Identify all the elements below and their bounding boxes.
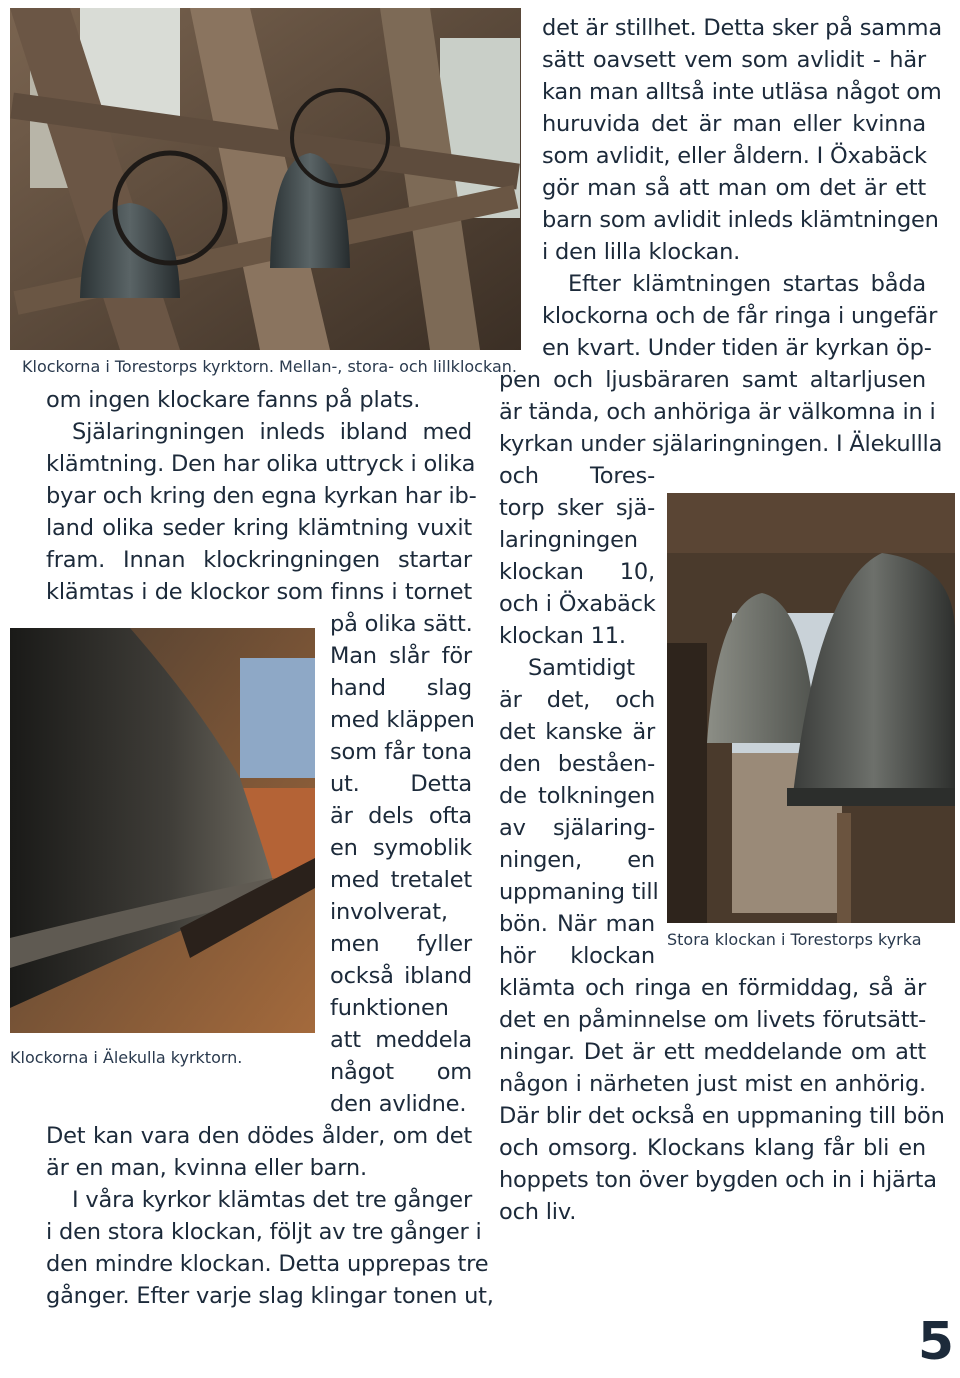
text-line: klämta och ringa en förmiddag, så är: [499, 975, 926, 1001]
photo-alekulla-bell: [10, 628, 315, 1033]
text-line: det kanske är: [499, 719, 655, 745]
text-line: pen och ljusbäraren samt altarljusen: [499, 367, 926, 393]
text-line: huruvida det är man eller kvinna: [542, 111, 926, 137]
text-line: är en man, kvinna eller barn.: [46, 1155, 367, 1181]
text-line: om ingen klockare fanns på plats.: [46, 387, 421, 413]
large-bell-image: [667, 493, 955, 923]
text-line: är tända, och anhöriga är välkomna in i: [499, 399, 936, 425]
text-line: den avlidne.: [330, 1091, 467, 1117]
text-line: ningen, en: [499, 847, 655, 873]
text-line: ut. Detta: [330, 771, 472, 797]
text-line: gör man så att man om det är ett: [542, 175, 926, 201]
text-line: torp sker sjä-: [499, 495, 655, 521]
text-line: någon i närheten just mist en anhörig.: [499, 1071, 926, 1097]
text-line: land olika seder kring klämtning vuxit: [46, 515, 472, 541]
bell-closeup-image: [10, 628, 315, 1033]
text-line: laringningen: [499, 527, 638, 553]
photo-caption-torestorp: Klockorna i Torestorps kyrktorn. Mellan-, stora- och lillklockan.: [22, 357, 517, 376]
text-line: gånger. Efter varje slag klingar tonen ut,: [46, 1283, 494, 1309]
text-line: en symoblik: [330, 835, 472, 861]
text-line: Samtidigt: [528, 655, 635, 681]
page-number: 5: [917, 1312, 954, 1372]
text-line: något om: [330, 1059, 472, 1085]
text-line: byar och kring den egna kyrkan har ib-: [46, 483, 477, 509]
text-line: kyrkan under själaringningen. I Älekullla: [499, 431, 943, 457]
text-line: sätt oavsett vem som avlidit - här: [542, 47, 926, 73]
text-line: bön. När man: [499, 911, 655, 937]
text-line: klämtas i de klockor som finns i tornet: [46, 579, 472, 605]
text-line: funktionen: [330, 995, 449, 1021]
text-line: det en påminnelse om livets förutsätt-: [499, 1007, 926, 1033]
text-line: och i Öxabäck: [499, 591, 656, 617]
text-line: och liv.: [499, 1199, 577, 1225]
text-line: de tolkningen: [499, 783, 655, 809]
photo-caption-stora-klockan: Stora klockan i Torestorps kyrka: [667, 930, 922, 949]
text-line: ningar. Det är ett meddelande om att: [499, 1039, 926, 1065]
text-line: det är stillhet. Detta sker på samma: [542, 15, 942, 41]
text-line: den beståen-: [499, 751, 655, 777]
text-line: en kvart. Under tiden är kyrkan öp-: [542, 335, 932, 361]
text-line: är dels ofta: [330, 803, 472, 829]
photo-stora-klockan: [667, 493, 955, 923]
text-line: I våra kyrkor klämtas det tre gånger: [72, 1187, 472, 1213]
text-line: hör klockan: [499, 943, 655, 969]
text-line: Det kan vara den dödes ålder, om det: [46, 1123, 472, 1149]
text-line: och omsorg. Klockans klang får bli en: [499, 1135, 926, 1161]
text-line: som avlidit, eller åldern. I Öxabäck: [542, 143, 927, 169]
text-line: med tretalet: [330, 867, 472, 893]
text-line: hoppets ton över bygden och in i hjärta: [499, 1167, 937, 1193]
text-line: i den stora klockan, följt av tre gånger i: [46, 1219, 482, 1245]
text-line: Efter klämtningen startas båda: [568, 271, 926, 297]
text-line: som får tona: [330, 739, 472, 765]
text-line: med kläppen: [330, 707, 475, 733]
text-line: klämtning. Den har olika uttryck i olika: [46, 451, 476, 477]
text-line: på olika sätt.: [330, 611, 473, 637]
belfry-beams-image: [10, 8, 521, 350]
text-line: och Tores-: [499, 463, 655, 489]
text-line: hand slag: [330, 675, 472, 701]
text-line: Där blir det också en uppmaning till bön: [499, 1103, 945, 1129]
photo-caption-alekulla: Klockorna i Älekulla kyrktorn.: [10, 1048, 243, 1067]
text-line: klockan 11.: [499, 623, 626, 649]
text-line: av själaring-: [499, 815, 655, 841]
photo-torestorp-belfry: [10, 8, 521, 350]
text-line: är det, och: [499, 687, 655, 713]
text-line: Man slår för: [330, 643, 472, 669]
text-line: fram. Innan klockringningen startar: [46, 547, 472, 573]
text-line: också ibland: [330, 963, 472, 989]
text-line: den mindre klockan. Detta upprepas tre: [46, 1251, 489, 1277]
text-line: i den lilla klockan.: [542, 239, 741, 265]
text-line: klockan 10,: [499, 559, 655, 585]
text-line: kan man alltså inte utläsa något om: [542, 79, 942, 105]
text-line: barn som avlidit inleds klämtningen: [542, 207, 939, 233]
text-line: klockorna och de får ringa i ungefär: [542, 303, 938, 329]
text-line: uppmaning till: [499, 879, 659, 905]
text-line: att meddela: [330, 1027, 472, 1053]
text-line: involverat,: [330, 899, 448, 925]
text-line: men fyller: [330, 931, 472, 957]
text-line: Själaringningen inleds ibland med: [72, 419, 472, 445]
